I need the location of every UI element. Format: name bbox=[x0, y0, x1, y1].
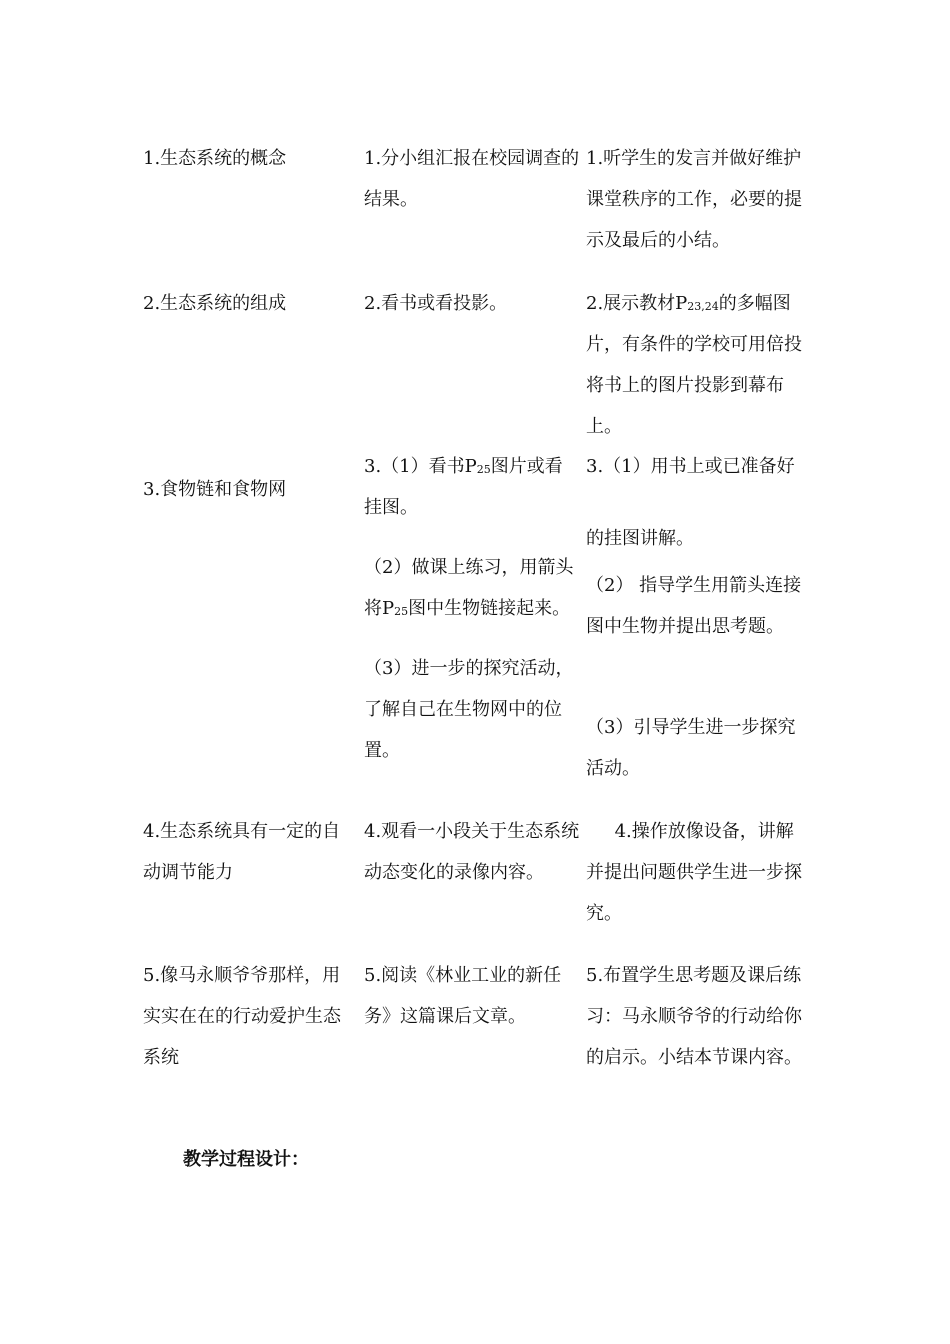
row5-student-activity: 5.阅读《林业工业的新任务》这篇课后文章。 bbox=[364, 965, 562, 1027]
row4-student-activity: 4.观看一小段关于生态系统动态变化的录像内容。 bbox=[364, 821, 580, 883]
row3-student-activity-1 bbox=[364, 446, 580, 528]
row1-teacher-activity: 1.听学生的发言并做好维护课堂秩序的工作，必要的提示及最后的小结。 bbox=[586, 148, 802, 251]
row3-student2-text-b: 图中生物链接起来。 bbox=[408, 598, 571, 619]
row1-topic: 1.生态系统的概念 bbox=[143, 148, 287, 169]
row3-student1-text-b: 图片或看挂图。 bbox=[364, 456, 563, 518]
row1-student-activity: 1.分小组汇报在校园调查的结果。 bbox=[364, 148, 580, 210]
row3-student-activity-3: （3）进一步的探究活动，了解自己在生物网中的位置。 bbox=[364, 658, 574, 761]
row3-teacher-activity-3: （3）引导学生进一步探究活动。 bbox=[586, 717, 796, 779]
row5-topic: 5.像马永顺爷爷那样，用实实在在的行动爱护生态系统 bbox=[143, 965, 341, 1068]
row2-teacher-text-b: 的多幅图片，有条件的学校可用倍投将书上的图片投影到幕布上。 bbox=[586, 293, 802, 437]
row5-teacher-activity: 5.布置学生思考题及课后练习：马永顺爷爷的行动给你的启示。小结本节课内容。 bbox=[586, 965, 802, 1068]
row2-student-activity: 2.看书或看投影。 bbox=[364, 293, 508, 314]
row3-teacher-activity-1 bbox=[586, 446, 810, 575]
row3-student1-text-a: 3.（1）看书P bbox=[364, 456, 477, 477]
row2-teacher-page-subscript: 23,24 bbox=[687, 300, 719, 313]
row2-teacher-text-a: 2.展示教材P bbox=[586, 293, 688, 314]
row3-student-activity-2 bbox=[364, 547, 580, 629]
row2-topic: 2.生态系统的组成 bbox=[143, 293, 287, 314]
row3-teacher1-text: 3.（1）用书上或已准备好的挂图讲解。 bbox=[586, 456, 795, 549]
section-heading: 教学过程设计： bbox=[183, 1149, 309, 1170]
row3-student1-page-subscript: 25 bbox=[476, 463, 491, 476]
row4-topic: 4.生态系统具有一定的自动调节能力 bbox=[143, 821, 341, 883]
row2-teacher-activity bbox=[586, 283, 806, 447]
row4-teacher-activity: 4.操作放像设备，讲解并提出问题供学生进一步探究。 bbox=[586, 821, 802, 924]
row3-student2-text-a: （2）做课上练习，用箭头将P bbox=[364, 557, 574, 619]
row3-topic: 3.食物链和食物网 bbox=[143, 479, 287, 500]
row3-teacher-activity-2: （2） 指导学生用箭头连接图中生物并提出思考题。 bbox=[586, 575, 802, 637]
row3-student2-page-subscript: 25 bbox=[394, 605, 409, 618]
